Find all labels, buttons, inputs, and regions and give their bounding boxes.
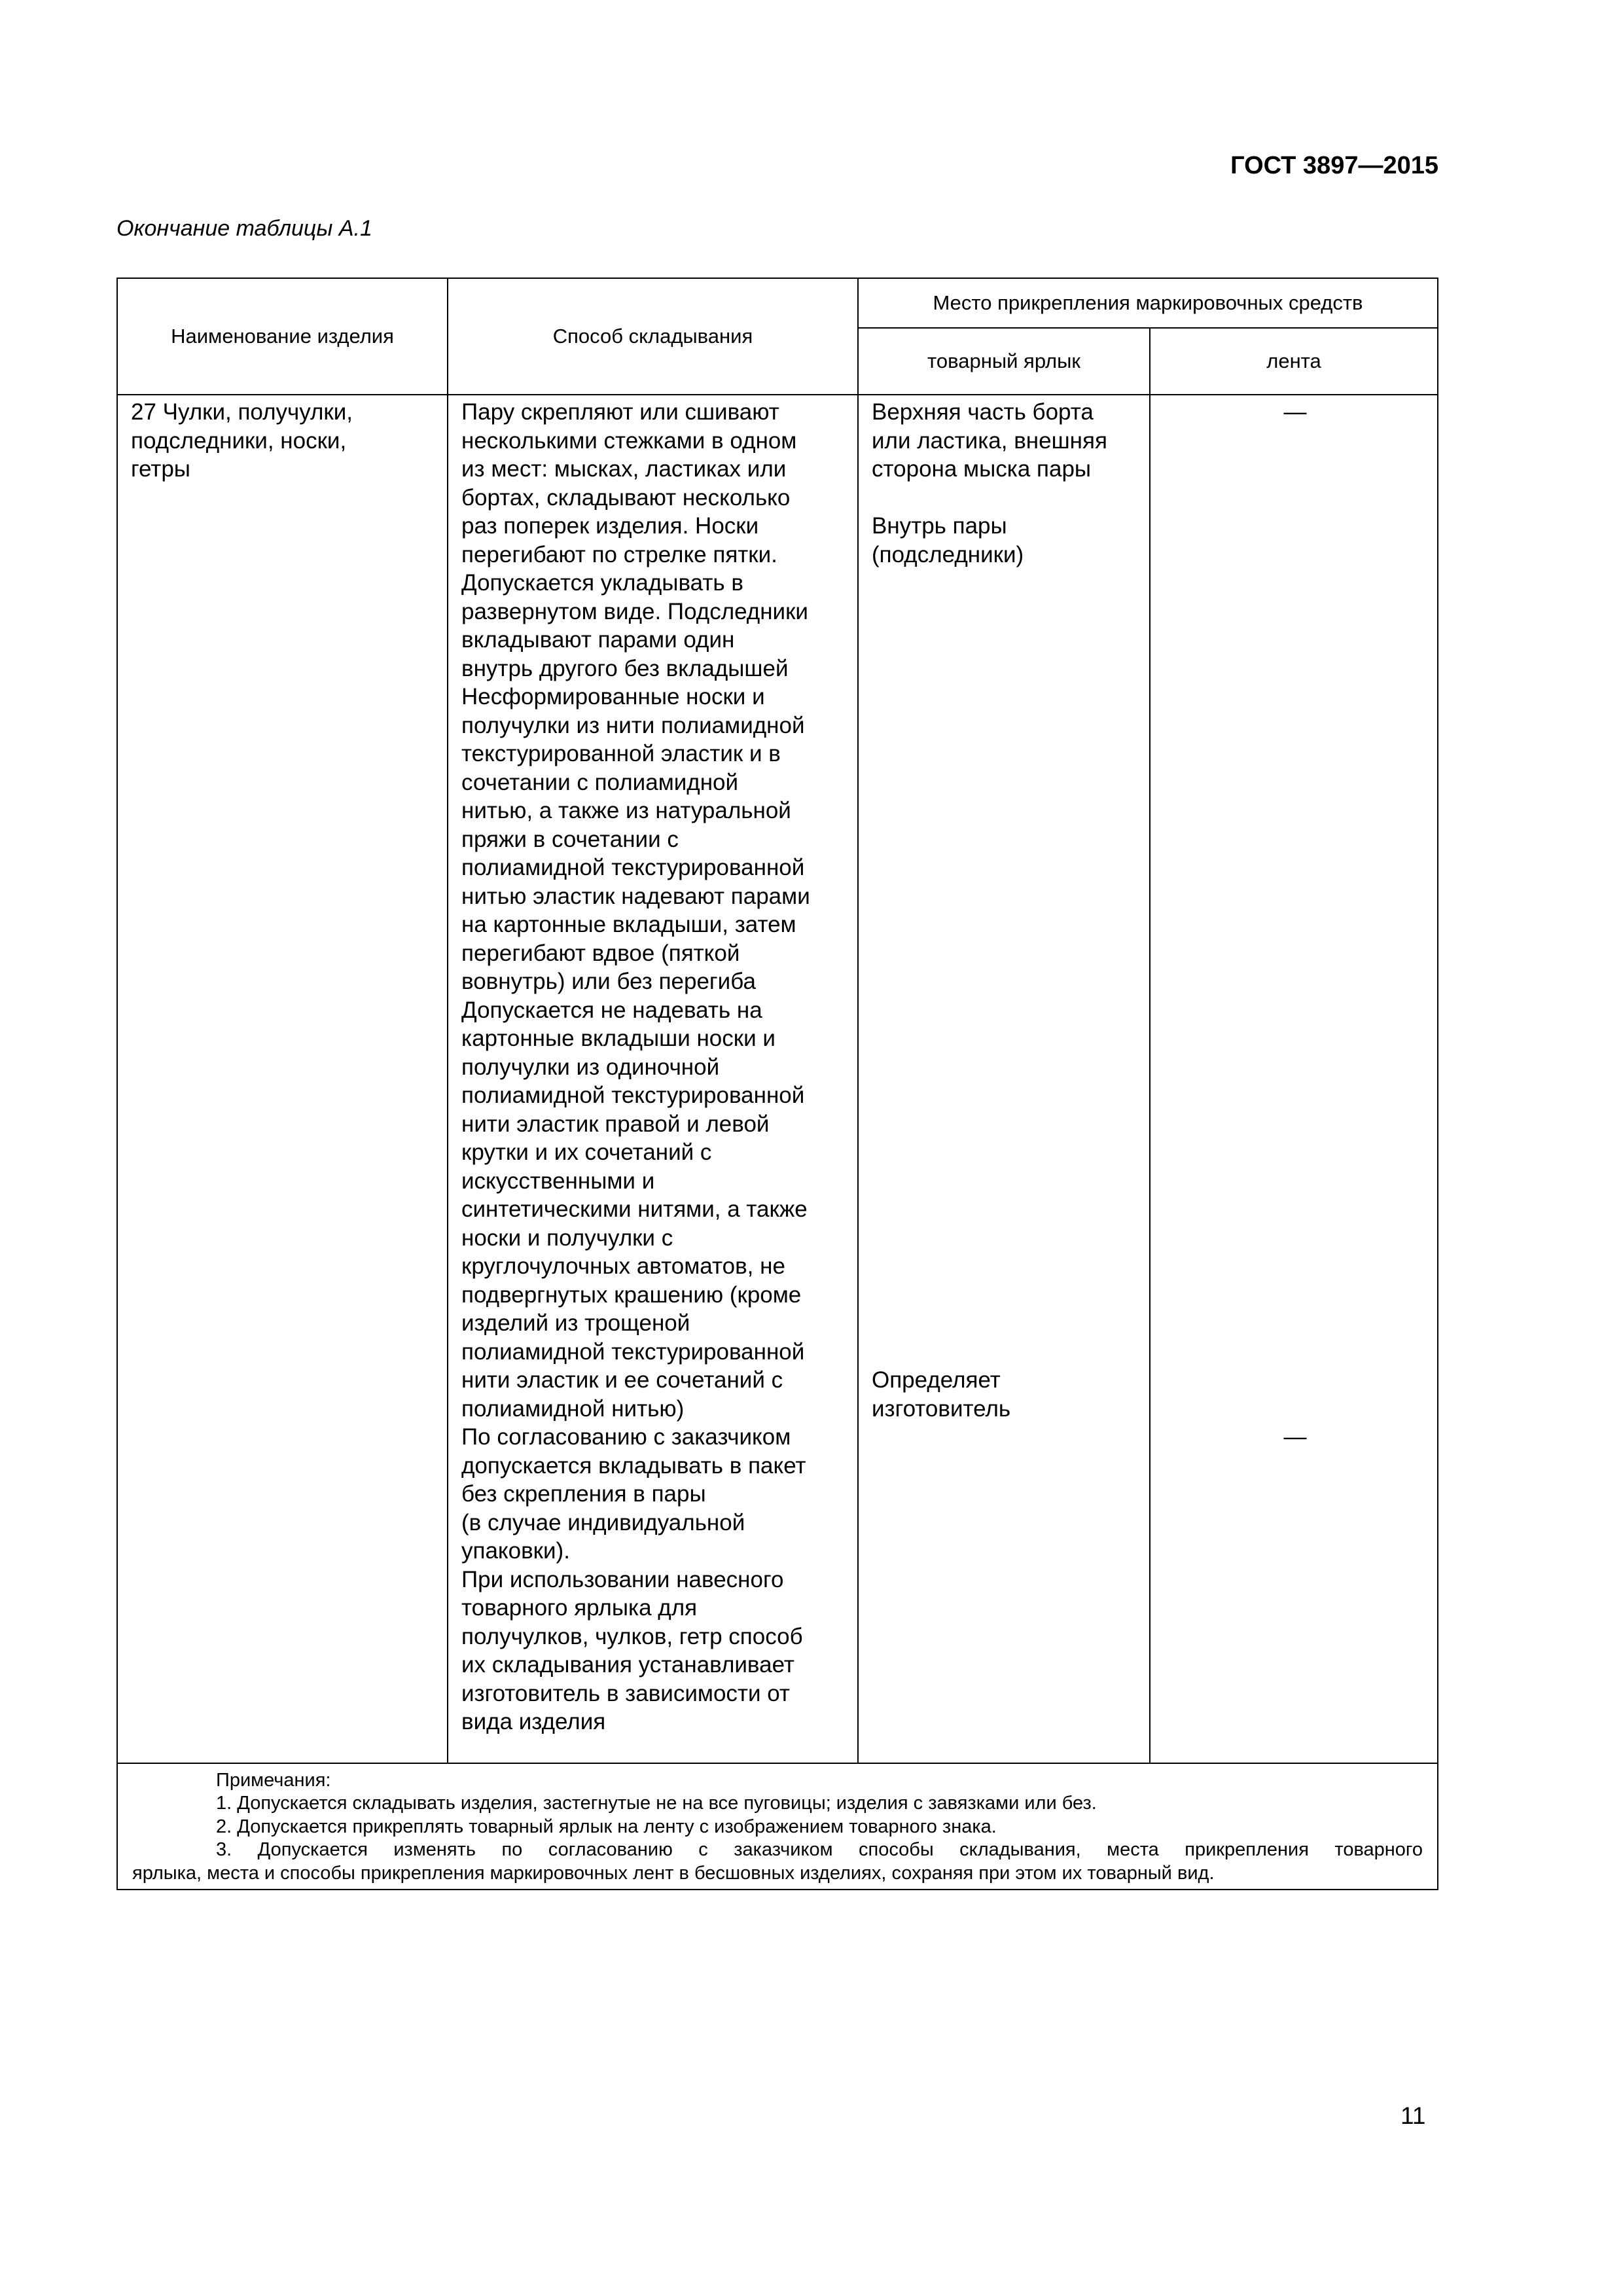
method-line: текстурированной эластик и в	[461, 741, 781, 766]
method-line: допускается вкладывать в пакет	[461, 1452, 806, 1479]
column-header-method: Способ складывания	[448, 278, 858, 395]
method-line: перегибают по стрелке пятки.	[461, 541, 777, 567]
method-line: нитью эластик надевают парами	[461, 883, 810, 909]
label-place-line: Определяет	[872, 1367, 1001, 1393]
label-place-line: или ластика, внешняя	[872, 427, 1107, 454]
method-line: полиамидной нитью)	[461, 1395, 685, 1422]
method-line: несколькими стежками в одном	[461, 427, 797, 454]
method-line: По согласованию с заказчиком	[461, 1424, 791, 1450]
method-line: полиамидной текстурированной	[461, 1338, 805, 1365]
method-line: При использовании навесного	[461, 1566, 784, 1592]
cell-tape-place	[1150, 395, 1438, 1763]
method-line: Несформированные носки и	[461, 684, 765, 709]
method-line: упаковки).	[461, 1538, 570, 1564]
method-line: из мест: мысках, ластиках или	[461, 456, 787, 482]
tape-dash: —	[1283, 399, 1307, 425]
table-caption: Окончание таблицы А.1	[116, 216, 372, 241]
method-line: внутрь другого без вкладышей	[461, 655, 789, 681]
method-line: на картонные вкладыши, затем	[461, 912, 796, 937]
method-line: нитью, а также из натуральной	[461, 798, 791, 823]
tape-dash: —	[1283, 1424, 1307, 1450]
marking-table	[116, 278, 1438, 1890]
method-line: их складывания устанавливает	[461, 1652, 794, 1677]
method-line: вкладывают парами один	[461, 627, 735, 653]
method-line: подвергнутых крашению (кроме	[461, 1282, 802, 1308]
method-line: перегибают вдвое (пяткой	[461, 940, 740, 966]
cell-item-name	[117, 395, 448, 1763]
method-line: вовнутрь) или без перегиба	[461, 969, 756, 994]
page-number: 11	[1400, 2102, 1426, 2129]
column-header-label: товарный ярлык	[858, 328, 1150, 395]
method-line: товарного ярлыка для	[461, 1595, 698, 1621]
method-line: Допускается не надевать на	[461, 997, 762, 1023]
column-header-place: Место прикрепления маркировочных средств	[858, 278, 1438, 328]
method-line: изготовитель в зависимости от	[461, 1680, 790, 1706]
method-line: вида изделия	[461, 1709, 606, 1734]
method-line: развернутом виде. Подследники	[461, 598, 808, 624]
method-line: пряжи в сочетании с	[461, 826, 679, 852]
notes-cell	[117, 1763, 1438, 1890]
label-place-line: Внутрь пары	[872, 513, 1007, 539]
method-line: изделий из трощеной	[461, 1310, 690, 1336]
method-line: круглочулочных автоматов, не	[461, 1253, 785, 1279]
method-line: крутки и их сочетаний с	[461, 1139, 712, 1165]
method-line: без скрепления в пары	[461, 1481, 706, 1507]
method-line: Допускается укладывать в	[461, 570, 743, 596]
method-line: нити эластик правой и левой	[461, 1111, 770, 1137]
method-line: получулков, чулков, гетр способ	[461, 1623, 803, 1649]
table-row	[117, 395, 1438, 1763]
notes-title: Примечания:	[216, 1769, 331, 1791]
cell-folding-method	[448, 395, 858, 1763]
note-item: 3. Допускается изменять по согласованию с заказчиком способы складывания, места прикрепления товарного	[216, 1839, 1423, 1860]
method-line: бортах, складывают несколько	[461, 484, 791, 511]
method-line: Пару скрепляют или сшивают	[461, 399, 779, 425]
note-item: 1. Допускается складывать изделия, застегнутые не на все пуговицы; изделия с завязками или без.	[216, 1793, 1097, 1814]
label-place-line: (подследники)	[872, 541, 1024, 567]
method-line: нити эластик и ее сочетаний с	[461, 1367, 783, 1393]
cell-label-place	[858, 395, 1150, 1763]
label-place-line: изготовитель	[872, 1395, 1011, 1422]
column-header-tape: лента	[1150, 328, 1438, 395]
method-line: (в случае индивидуальной	[461, 1509, 745, 1535]
method-line: искусственными и	[461, 1168, 655, 1194]
note-item-continuation: ярлыка, места и способы прикрепления маркировочных лент в бесшовных изделиях, сохраняя при этом их товарный вид.	[132, 1862, 1215, 1884]
method-line: полиамидной текстурированной	[461, 1083, 805, 1108]
method-line: получулки из одиночной	[461, 1054, 720, 1080]
item-name-line: гетры	[131, 456, 190, 482]
method-line: картонные вкладыши носки и	[461, 1026, 776, 1051]
method-line: синтетическими нитями, а также	[461, 1196, 808, 1222]
method-line: носки и получулки с	[461, 1225, 673, 1251]
item-name-line: 27 Чулки, получулки,	[131, 399, 353, 425]
column-header-name: Наименование изделия	[117, 278, 448, 395]
item-name-line: подследники, носки,	[131, 427, 347, 454]
method-line: получулки из нити полиамидной	[461, 712, 805, 738]
label-place-line: сторона мыска пары	[872, 456, 1092, 482]
note-item: 2. Допускается прикреплять товарный ярлык на ленту с изображением товарного знака.	[216, 1816, 997, 1837]
label-place-line: Верхняя часть борта	[872, 399, 1094, 425]
standard-designation: ГОСТ 3897—2015	[1230, 152, 1438, 179]
method-line: сочетании с полиамидной	[461, 769, 739, 795]
method-line: полиамидной текстурированной	[461, 855, 805, 880]
method-line: раз поперек изделия. Носки	[461, 513, 759, 539]
